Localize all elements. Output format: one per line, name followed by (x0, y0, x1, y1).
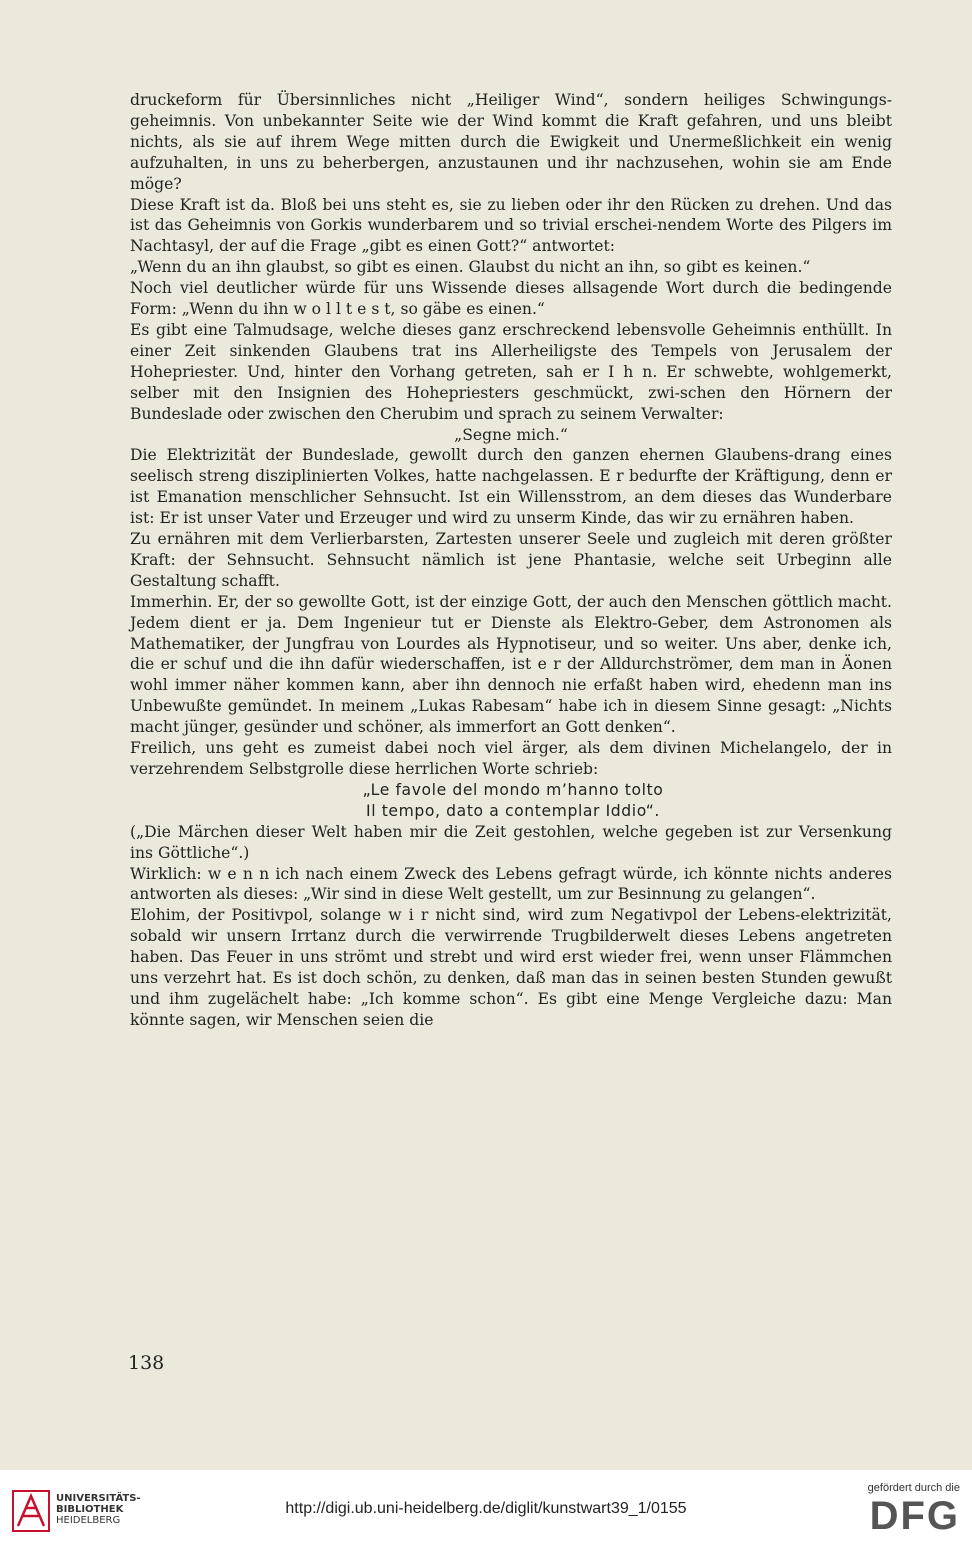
paragraph: („Die Märchen dieser Welt haben mir die Zeit gestohlen, welche gegeben ist zur Versenkung ins Göttliche“.) (130, 822, 892, 862)
paragraph: Die Elektrizität der Bundeslade, gewollt durch den ganzen ehernen Glaubens-drang eines seelisch streng disziplinierten Volkes, hatte nachgelassen. E r bedurfte der Kräftigung, denn er ist Emanation menschlicher Sehnsucht. Ist ein Willensstrom, an dem dieses das Wunderbare ist: Er ist unser Vater und Erzeuger und wird zu unserm Kinde, das wir zu ernähren haben. (130, 446, 892, 528)
paragraph: Elohim, der Positivpol, solange w i r nicht sind, wird zum Negativpol der Lebens-elektrizität, sobald wir unsern Irrtanz durch die verwirrende Trugbilderwelt dieses Lebens angetreten haben. Das Feuer in uns strömt und strebt und wird erst wieder frei, wenn unser Flämmchen uns verzehrt hat. Es ist doch schön, zu denken, daß man das in seinen besten Stunden gewußt und ihm zugelächelt habe: „Ich komme schon“. Es gibt eine Menge Vergleiche dazu: Man könnte sagen, wir Menschen seien die (130, 906, 892, 1029)
paragraph: „Wenn du an ihn glaubst, so gibt es einen. Glaubst du nicht an ihn, so gibt es keinen.“ (130, 258, 811, 277)
paragraph: Noch viel deutlicher würde für uns Wissende dieses allsagende Wort durch die bedingende Form: „Wenn du ihn w o l l t e s t, so gäbe es einen.“ (130, 279, 892, 319)
library-name: UNIVERSITÄTS- BIBLIOTHEK HEIDELBERG (56, 1493, 141, 1526)
paragraph: druckeform für Übersinnliches nicht „Heiliger Wind“, sondern heiliges Schwingungs-geheimnis. Von unbekannter Seite wie der Wind kommt die Kraft gefahren, und uns bleibt nichts, als sie auf ihrem Wege mitten durch die Ewigkeit und Unermeßlichkeit ein wenig aufzuhalten, in uns zu beherbergen, anzustaunen und ihr nachzusehen, wohin sie am Ende möge? (130, 91, 892, 193)
italian-quote-line-2: Il tempo, dato a contemplar Iddio“. (366, 801, 660, 820)
paragraph: Immerhin. Er, der so gewollte Gott, ist der einzige Gott, der auch den Menschen göttlich macht. Jedem dient er ja. Dem Ingenieur tut er Dienste als Elektro-Geber, dem Astronomen als Mathematiker, der Jungfrau von Lourdes als Hypnotiseur, und so weiter. Uns aber, denke ich, die er schuf und die ihn dafür wiederschaffen, ist e r der Alldurchströmer, dem man in Äonen wohl immer näher kommen kann, aber ihn dennoch nie erfaßt haben wird, ehedenn man ins Unbewußte gemündet. In meinem „Lukas Rabesam“ habe ich in diesem Sinne gesagt: „Nichts macht jünger, gesünder und schöner, als immerfort an Gott denken“. (130, 592, 892, 737)
paragraph: Es gibt eine Talmudsage, welche dieses ganz erschreckend lebensvolle Geheimnis enthüllt. In einer Zeit sinkenden Glaubens trat ins Allerheiligste des Tempels von Jerusalem der Hohepriester. Und, hinter den Vorhang getreten, sah er I h n. Er schwebte, wohlgemerkt, selber mit den Insignien des Hohepriesters geschmückt, zwi-schen den Hörnern der Bundeslade oder zwischen den Cherubim und sprach zu seinem Verwalter: (130, 320, 892, 423)
paragraph: Zu ernähren mit dem Verlierbarsten, Zartesten unserer Seele und zugleich mit deren größter Kraft: der Sehnsucht. Sehnsucht nämlich ist jene Phantasie, welche seit Urbeginn alle Gestaltung schafft. (130, 530, 892, 590)
paragraph: Diese Kraft ist da. Bloß bei uns steht es, sie zu lieben oder ihr den Rücken zu drehen. Und das ist das Geheimnis von Gorkis wunderbarem und so trivial erschei-nendem Worte des Pilgers im Nachtasyl, der auf die Frage „gibt es einen Gott?“ antwortet: (130, 195, 892, 256)
body-text (130, 90, 892, 1031)
source-url-link[interactable]: http://digi.ub.uni-heidelberg.de/diglit/kunstwart39_1/0155 (285, 1500, 687, 1517)
dfg-logo: DFG (869, 1494, 960, 1538)
paragraph: Wirklich: w e n n ich nach einem Zweck des Lebens gefragt würde, ich könnte nichts anderes antworten als dieses: „Wir sind in diese Welt gestellt, um zur Besinnung zu gelangen“. (130, 864, 892, 904)
italian-quote-line-1: „Le favole del mondo m’hanno tolto (362, 780, 664, 799)
quote-line: „Segne mich.“ (454, 425, 568, 444)
page-number: 138 (128, 1352, 165, 1374)
funding-label: gefördert durch die (867, 1482, 960, 1494)
paragraph: Freilich, uns geht es zumeist dabei noch viel ärger, als dem divinen Michelangelo, der in verzehrendem Selbstgrolle diese herrlichen Worte schrieb: (130, 739, 892, 778)
